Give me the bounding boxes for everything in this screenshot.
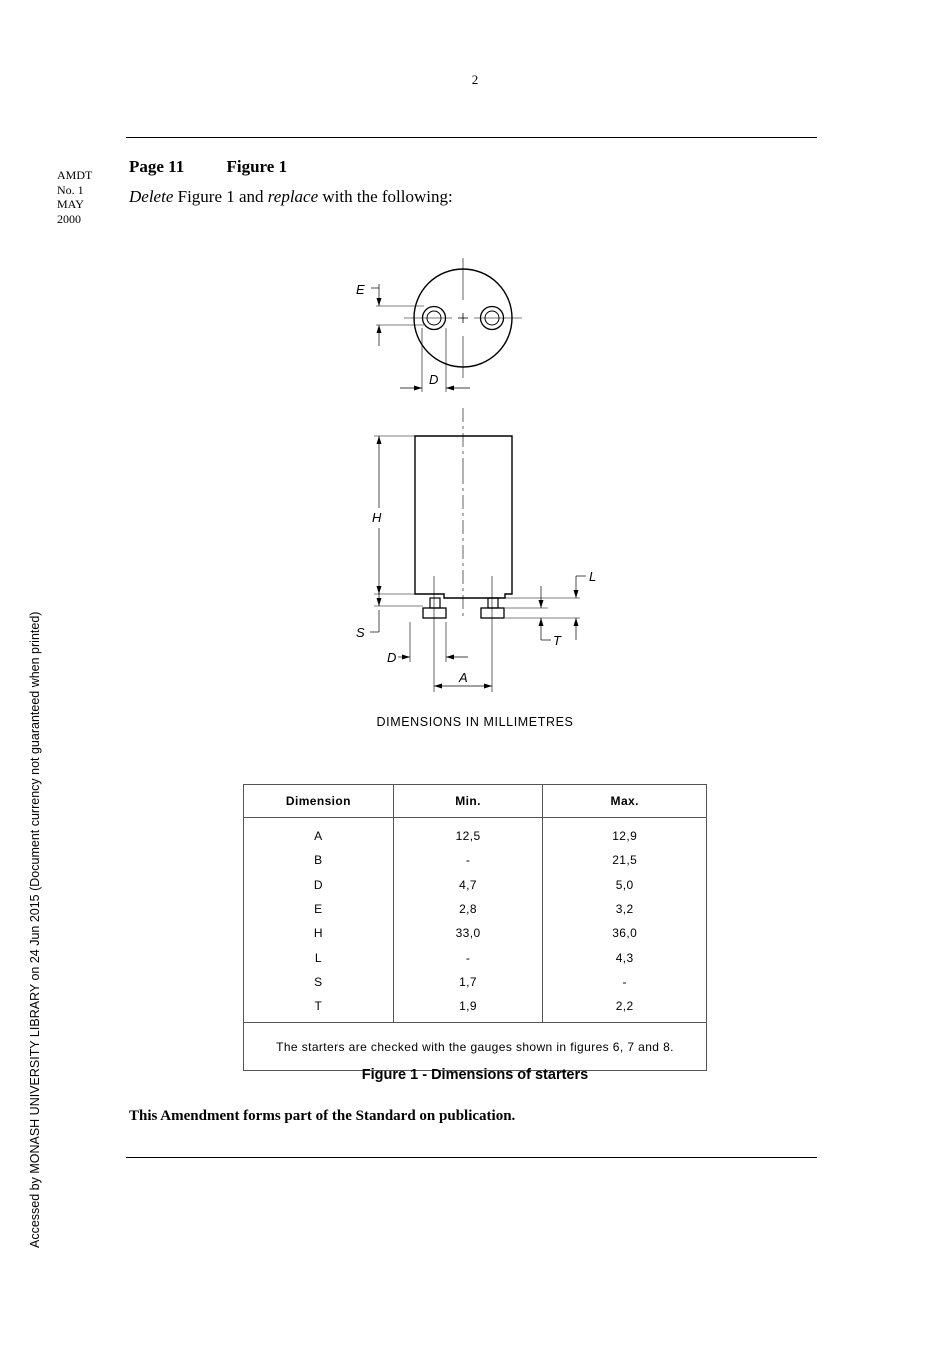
cell-max: 4,3 xyxy=(543,945,707,969)
bottom-rule xyxy=(126,1157,817,1158)
cell-dimension: L xyxy=(244,945,394,969)
pin-left-head xyxy=(423,608,446,618)
cell-dimension: H xyxy=(244,921,394,945)
label-s: S xyxy=(356,625,365,640)
label-t: T xyxy=(553,633,561,648)
section-heading xyxy=(129,157,287,177)
pin-left xyxy=(430,598,440,608)
starter-drawing xyxy=(340,250,610,695)
amendment-note xyxy=(57,168,92,226)
cell-min: 1,7 xyxy=(393,970,543,994)
cell-dimension: S xyxy=(244,970,394,994)
label-a: A xyxy=(459,670,468,685)
label-h: H xyxy=(372,510,382,525)
instruction-text xyxy=(129,187,453,207)
page-number: 2 xyxy=(471,72,479,87)
cell-min: 2,8 xyxy=(393,897,543,921)
cell-min: - xyxy=(393,848,543,872)
heading-figure: Figure 1 xyxy=(226,157,288,176)
table-row xyxy=(244,994,707,1023)
label-e: E xyxy=(356,282,365,297)
table-row xyxy=(244,873,707,897)
cell-max: 3,2 xyxy=(543,897,707,921)
access-watermark: Accessed by MONASH UNIVERSITY LIBRARY on 24 Jun 2015 (Document currency not guaranteed when printed) xyxy=(28,611,42,1248)
table-row xyxy=(244,945,707,969)
cell-max: - xyxy=(543,970,707,994)
cell-min: 12,5 xyxy=(393,818,543,849)
body-outline xyxy=(415,436,512,598)
cell-dimension: D xyxy=(244,873,394,897)
label-d-bottom: D xyxy=(387,650,397,665)
label-l: L xyxy=(589,569,597,584)
header-max: Max. xyxy=(543,785,707,818)
cell-dimension: E xyxy=(244,897,394,921)
cell-min: 4,7 xyxy=(393,873,543,897)
amendment-note-line: 2000 xyxy=(57,211,81,226)
heading-page: Page 11 xyxy=(129,157,185,176)
pin-right-head xyxy=(481,608,504,618)
table-header-row xyxy=(244,785,707,818)
table-row xyxy=(244,921,707,945)
instruction-delete: Delete xyxy=(129,187,174,206)
cell-max: 5,0 xyxy=(543,873,707,897)
pin-right xyxy=(488,598,498,608)
cell-max: 12,9 xyxy=(543,818,707,849)
cell-max: 36,0 xyxy=(543,921,707,945)
header-min: Min. xyxy=(393,785,543,818)
table-note-row xyxy=(244,1023,707,1071)
cell-dimension: A xyxy=(244,818,394,849)
figure-caption: Figure 1 - Dimensions of starters xyxy=(361,1067,589,1083)
amendment-note-line: No. 1 xyxy=(57,182,84,197)
top-rule xyxy=(126,137,817,138)
cell-min: 1,9 xyxy=(393,994,543,1023)
cell-min: 33,0 xyxy=(393,921,543,945)
table-row xyxy=(244,848,707,872)
closing-statement: This Amendment forms part of the Standard on publication. xyxy=(129,1108,516,1124)
dimensions-caption: DIMENSIONS IN MILLIMETRES xyxy=(376,715,574,729)
table-row xyxy=(244,897,707,921)
instruction-replace: replace xyxy=(267,187,319,206)
amendment-note-line: AMDT xyxy=(57,168,93,182)
table-note: The starters are checked with the gauges shown in figures 6, 7 and 8. xyxy=(244,1023,707,1071)
header-dimension: Dimension xyxy=(244,785,394,818)
table-row xyxy=(244,818,707,849)
dimensions-table xyxy=(243,784,707,1071)
instruction-end: with the following: xyxy=(318,187,453,206)
cell-min: - xyxy=(393,945,543,969)
instruction-middle: Figure 1 and xyxy=(173,187,268,206)
cell-max: 21,5 xyxy=(543,848,707,872)
cell-dimension: B xyxy=(244,848,394,872)
label-d-top: D xyxy=(429,372,439,387)
table-row xyxy=(244,970,707,994)
cell-dimension: T xyxy=(244,994,394,1023)
cell-max: 2,2 xyxy=(543,994,707,1023)
amendment-note-line: MAY xyxy=(57,197,84,211)
